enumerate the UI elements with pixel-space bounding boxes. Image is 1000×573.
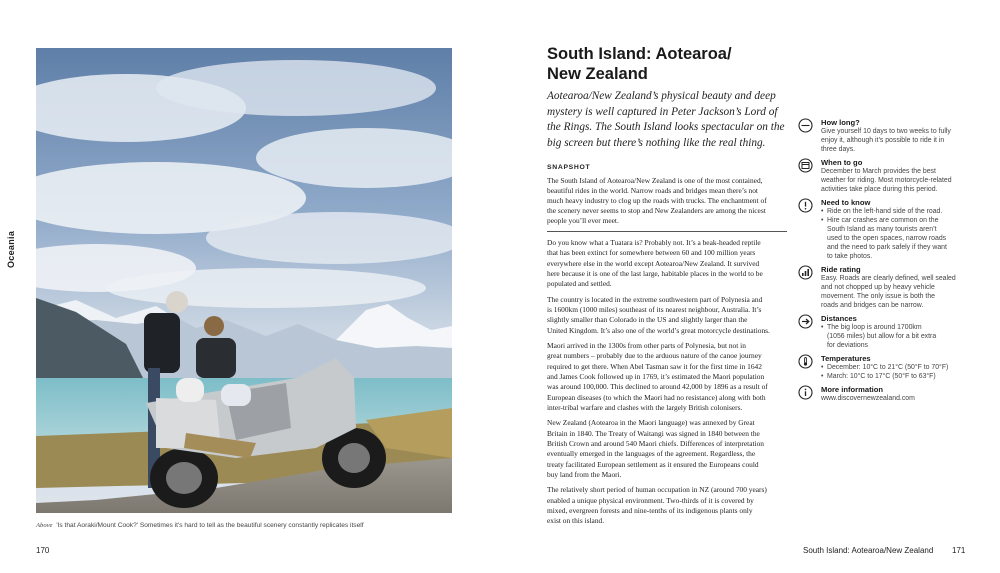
snapshot-line: The South Island of Aotearoa/New Zealand is one of the most contained, bbox=[547, 176, 763, 185]
photo-caption bbox=[36, 522, 452, 529]
sidebar-line: enjoy it, although it’s possible to ride it in bbox=[821, 136, 945, 144]
snapshot-line: beautiful rides in the world. Narrow roads and bridges mean there’s not bbox=[547, 186, 758, 195]
body-line: here because it is one of the last large, habitable places in the world to be bbox=[547, 268, 763, 278]
body-paragraph bbox=[547, 295, 789, 336]
bullet-line: (1056 miles) but allow for a bit extra bbox=[827, 332, 937, 340]
body-line: that has been extinct for somewhere between 60 and 100 million years bbox=[547, 248, 756, 258]
bullet-line: • Hire car crashes are common on the bbox=[827, 217, 939, 225]
body-line: eventually emerged in the languages of the agreement. Regardless, the bbox=[547, 449, 756, 459]
sidebar-when-to-go bbox=[798, 158, 968, 195]
sidebar-line: activities take place during this period. bbox=[821, 185, 938, 193]
body-line: mixed, evergreen forests and nine-tenths of its indigenous plants only bbox=[547, 505, 753, 515]
article-body bbox=[547, 238, 789, 532]
body-line: and James Cook followed up in 1769, it’s estimated the Maori population bbox=[547, 371, 765, 381]
website-link[interactable]: www.discovernewzealand.com bbox=[821, 395, 915, 403]
facts-sidebar bbox=[798, 118, 968, 408]
body-line: The country is located in the extreme southwestern part of Polynesia and bbox=[547, 294, 763, 304]
snapshot-line: the scenery never seems to stop and New Zealanders are among the nicest bbox=[547, 206, 766, 215]
bullet-line: used to the open spaces, narrow roads bbox=[827, 234, 947, 242]
list-item bbox=[821, 364, 968, 373]
body-line: is 1600km (1000 miles) southeast of its nearest neighbour, Australia. It’s bbox=[547, 304, 762, 314]
body-line: buy land from the Maori. bbox=[547, 469, 622, 479]
title-line: New Zealand bbox=[547, 65, 648, 83]
sidebar-text bbox=[821, 128, 968, 155]
snapshot-line: much heavy industry to clog up the roads with trucks. The enchantment of bbox=[547, 196, 767, 205]
sidebar-heading: Need to know bbox=[821, 198, 871, 208]
bullet-line: • Ride on the left-hand side of the road. bbox=[827, 208, 943, 216]
motorcycle-landscape-photo bbox=[36, 48, 452, 513]
body-paragraph bbox=[547, 238, 789, 289]
info-icon bbox=[798, 385, 813, 400]
clock-icon bbox=[798, 118, 813, 133]
list-item bbox=[821, 217, 968, 262]
body-line: New Zealand (Aotearoa in the Maori language) was annexed by Great bbox=[547, 418, 755, 428]
snapshot-text bbox=[547, 176, 789, 226]
sidebar-line: weather for riding. Most motorcycle-related bbox=[821, 177, 952, 185]
sidebar-ride-rating bbox=[798, 265, 968, 311]
body-paragraph bbox=[547, 485, 789, 526]
sidebar-bullets bbox=[821, 364, 968, 382]
body-line: British Crown and around 540 Maori chiefs. Differences of interpretation bbox=[547, 438, 765, 448]
body-line: populated and settled. bbox=[547, 279, 612, 289]
sidebar-temperatures bbox=[798, 354, 968, 382]
body-line: exist on this island. bbox=[547, 516, 605, 526]
bullet-line: to take photos. bbox=[827, 252, 873, 260]
section-divider bbox=[547, 231, 787, 232]
body-line: United Kingdom. It’s also one of the world’s great motorcycle destinations. bbox=[547, 325, 770, 335]
list-item bbox=[821, 373, 968, 382]
body-line: Britain in 1840. The Treaty of Waitangi was signed in 1840 between the bbox=[547, 428, 760, 438]
sidebar-heading: Temperatures bbox=[821, 354, 871, 364]
sidebar-bullets bbox=[821, 324, 968, 351]
snapshot-heading: SNAPSHOT bbox=[547, 164, 591, 171]
bullet-line: • The big loop is around 1700km bbox=[827, 324, 922, 332]
body-paragraph bbox=[547, 341, 789, 413]
arrow-right-icon bbox=[798, 314, 813, 329]
bullet-line: • December: 10°C to 21°C (50°F to 70°F) bbox=[827, 364, 949, 372]
section-side-label: Oceania bbox=[6, 230, 16, 268]
sidebar-line: Easy. Roads are clearly defined, well sealed bbox=[821, 275, 956, 283]
sidebar-text bbox=[821, 168, 968, 195]
sidebar-distances bbox=[798, 314, 968, 351]
body-line: European diseases (to which the Maori had no resistance) along with both bbox=[547, 392, 766, 402]
intro-line: mystery is well captured in Peter Jackson’s Lord of bbox=[547, 105, 778, 118]
body-line: inter-tribal warfare and clashes with the largely British colonisers. bbox=[547, 402, 743, 412]
right-page bbox=[500, 0, 1000, 573]
bullet-line: • March: 10°C to 17°C (50°F to 63°F) bbox=[827, 373, 936, 381]
page-number-right: 171 bbox=[952, 546, 966, 555]
page-number-left: 170 bbox=[36, 546, 50, 555]
intro-line: big screen but there’s nothing like the real thing. bbox=[547, 136, 766, 149]
sidebar-line: three days. bbox=[821, 145, 856, 153]
sidebar-heading: Ride rating bbox=[821, 265, 861, 275]
sidebar-text bbox=[821, 275, 968, 311]
body-line: treaty facilitated European settlement as it ensured the Europeans could bbox=[547, 459, 759, 469]
sidebar-need-to-know bbox=[798, 198, 968, 261]
intro-line: Aotearoa/New Zealand’s physical beauty and deep bbox=[547, 90, 776, 102]
sidebar-line: Give yourself 10 days to two weeks to fully bbox=[821, 128, 951, 135]
body-line: great numbers – probably due to the arduous nature of the canoe journey bbox=[547, 351, 762, 361]
body-line: Do you know what a Tuatara is? Probably not. It’s a beak-headed reptile bbox=[547, 238, 761, 247]
thermometer-icon bbox=[798, 354, 813, 369]
body-paragraph bbox=[547, 418, 789, 480]
list-item bbox=[821, 324, 968, 351]
caption-prefix: Above bbox=[36, 522, 53, 529]
sidebar-heading: How long? bbox=[821, 118, 860, 127]
title-line: South Island: Aotearoa/ bbox=[547, 45, 732, 63]
exclamation-icon bbox=[798, 198, 813, 213]
intro-line: the Rings. The South Island looks spectacular on the bbox=[547, 121, 785, 134]
sidebar-line: December to March provides the best bbox=[821, 168, 936, 176]
sidebar-line: movement. The only issue is both the bbox=[821, 292, 936, 300]
bullet-line: South Island as many tourists aren’t bbox=[827, 226, 937, 234]
caption-text: 'Is that Aoraki/Mount Cook?' Sometimes it's hard to tell as the beautiful scenery constantly replicates itself bbox=[56, 522, 364, 529]
body-line: slightly smaller than Colorado in the US and slightly larger than the bbox=[547, 315, 748, 325]
sidebar-heading: When to go bbox=[821, 158, 863, 168]
calendar-icon bbox=[798, 158, 813, 173]
snapshot-line: people you’ll ever meet. bbox=[547, 216, 619, 225]
running-title: South Island: Aotearoa/New Zealand bbox=[803, 546, 934, 555]
intro-standfirst bbox=[547, 89, 787, 151]
body-line: was around 100,000. This declined to around 42,000 by 1896 as a result of bbox=[547, 382, 768, 392]
body-line: everywhere else in the world except Aotearoa/New Zealand. It survived bbox=[547, 258, 760, 268]
sidebar-bullets bbox=[821, 208, 968, 261]
sidebar-text bbox=[821, 395, 968, 404]
sidebar-heading: Distances bbox=[821, 314, 857, 324]
sidebar-heading: More information bbox=[821, 385, 884, 395]
bullet-line: and the need to park safely if they want bbox=[827, 243, 947, 251]
page-title bbox=[547, 44, 797, 84]
body-line: enabled a unique physical environment. Two-thirds of it is covered by bbox=[547, 495, 754, 505]
sidebar-how-long bbox=[798, 118, 968, 155]
list-item bbox=[821, 208, 968, 217]
body-line: The relatively short period of human occupation in NZ (around 700 years) bbox=[547, 485, 767, 495]
bullet-line: for deviations bbox=[827, 341, 868, 349]
sidebar-line: and not chopped up by heavy vehicle bbox=[821, 283, 935, 291]
sidebar-line: roads and bridges can be narrow. bbox=[821, 301, 924, 309]
body-line: Maori arrived in the 1300s from other parts of Polynesia, but not in bbox=[547, 341, 746, 351]
sidebar-more-info bbox=[798, 385, 968, 404]
body-line: required to get there. When Abel Tasman saw it for the first time in 1642 bbox=[547, 361, 762, 371]
bar-chart-icon bbox=[798, 265, 813, 280]
